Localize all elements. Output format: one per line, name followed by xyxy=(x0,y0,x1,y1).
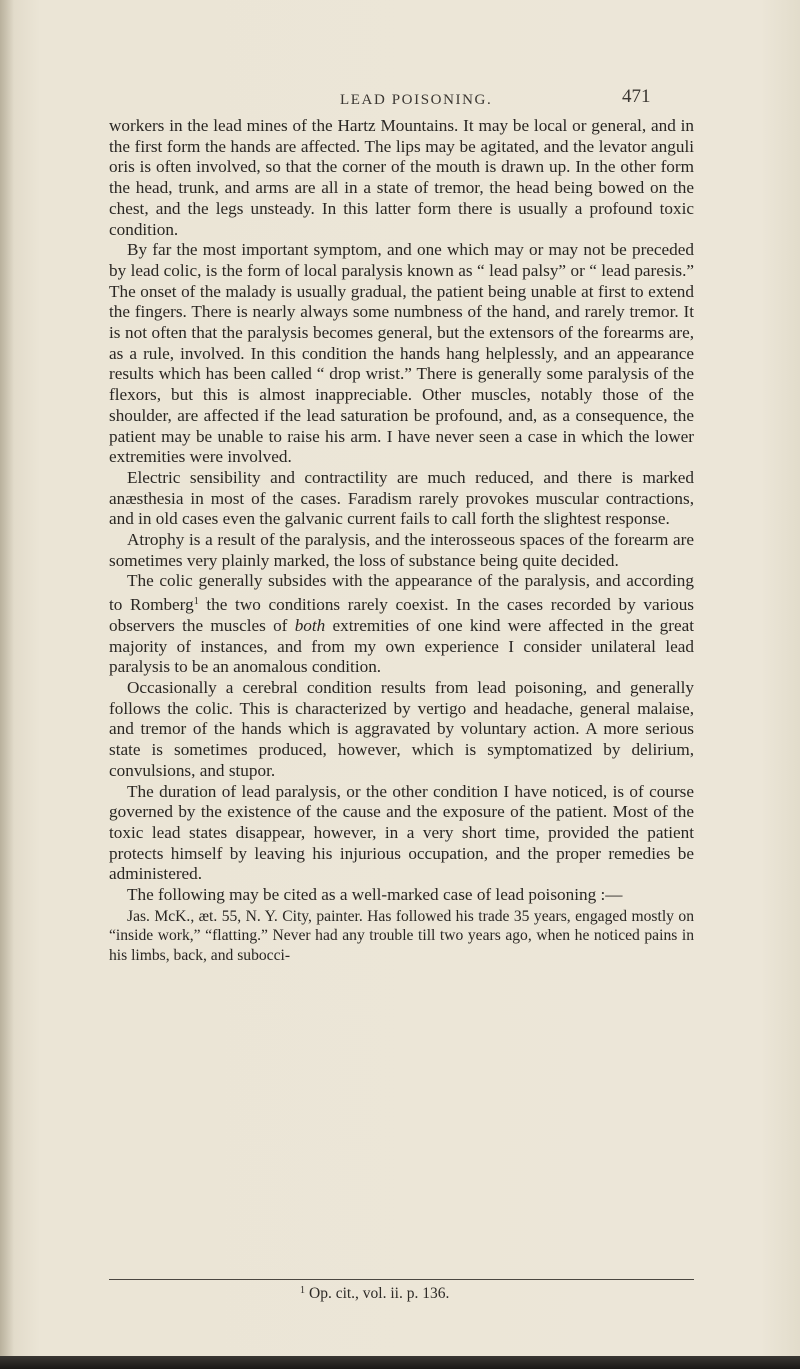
colic-text-middle: the two conditions rarely coexist. In the cases recorded by various observers the muscles of xyxy=(109,595,694,635)
scan-bottom-edge xyxy=(0,1356,800,1369)
colic-text-start: The colic generally subsides with the appearance of the paralysis, and according to Romberg xyxy=(109,571,694,615)
footnote-text: Op. cit., vol. ii. p. 136. xyxy=(309,1285,450,1302)
paragraph-case-report: Jas. McK., æt. 55, N. Y. City, painter. Has followed his trade 35 years, engaged mostly on “inside work,” “flatting.” Never had any trouble till two years ago, when he noticed pains in his limbs, back, and subocci- xyxy=(109,907,694,964)
page-number: 471 xyxy=(622,86,651,107)
emphasis-both: both xyxy=(294,615,326,635)
footnote-rule xyxy=(109,1279,694,1280)
paragraph-atrophy: Atrophy is a result of the paralysis, and the interosseous spaces of the forearm are sometimes very plainly marked, the loss of substance being quite decided. xyxy=(109,530,694,570)
page-header xyxy=(0,84,800,114)
paragraph-lead-palsy: By far the most important symptom, and one which may or may not be preceded by lead colic, is the form of local paralysis known as “ lead palsy” or “ lead paresis.” The onset of the malady is usually gradual, the patient being unable at first to extend the fingers. There is nearly always some numbness of the hand, and rarely tremor. It is not often that the paralysis becomes general, but the extensors of the forearms are, as a rule, involved. In this condition the hands hang helplessly, and an appearance results which has been called “ drop wrist.” There is generally some paralysis of the flexors, but this is almost inappreciable. Other muscles, notably those of the shoulder, are affected if the lead saturation be profound, and, as a consequence, the patient may be unable to raise his arm. I have never seen a case in which the lower extremities were involved. xyxy=(109,240,694,467)
paragraph-duration: The duration of lead paralysis, or the other condition I have noticed, is of course governed by the existence of the cause and the exposure of the patient. Most of the toxic lead states disappear, however, in a very short time, provided the patient protects himself by leaving his injurious occupation, and the proper remedies be administered. xyxy=(109,781,694,884)
footnote-mark: 1 xyxy=(300,1285,305,1296)
colic-text-end: extremities of one kind were affected in the great majority of instances, and from my own experience I consider unilateral lead paralysis to be an anomalous condition. xyxy=(109,615,694,677)
paragraph-electric-sensibility: Electric sensibility and contractility are much reduced, and there is marked anæsthesia in most of the cases. Faradism rarely provokes muscular contractions, and in old cases even the galvanic current fails to call forth the slightest response. xyxy=(109,467,694,529)
paragraph-tremor: workers in the lead mines of the Hartz Mountains. It may be local or general, and in the first form the hands are affected. The lips may be agitated, and the levator anguli oris is often involved, so that the corner of the mouth is drawn up. In the other form the head, trunk, and arms are all in a state of tremor, the head being bowed on the chest, and the legs unsteady. In this latter form there is usually a profound toxic condition. xyxy=(109,116,694,239)
footnote-reference: 1 xyxy=(193,596,199,608)
body-text xyxy=(109,116,694,965)
paragraph-case-intro: The following may be cited as a well-marked case of lead poisoning :— xyxy=(127,885,623,905)
running-head: LEAD POISONING. xyxy=(340,92,493,108)
footnote xyxy=(300,1285,449,1303)
paragraph-colic xyxy=(109,571,694,678)
binding-shadow xyxy=(0,0,14,1369)
paragraph-cerebral-condition: Occasionally a cerebral condition results from lead poisoning, and generally follows the colic. This is characterized by vertigo and headache, general malaise, and tremor of the hands which is aggravated by voluntary action. A more serious state is sometimes produced, however, which is symptomatized by delirium, convulsions, and stupor. xyxy=(109,677,694,780)
